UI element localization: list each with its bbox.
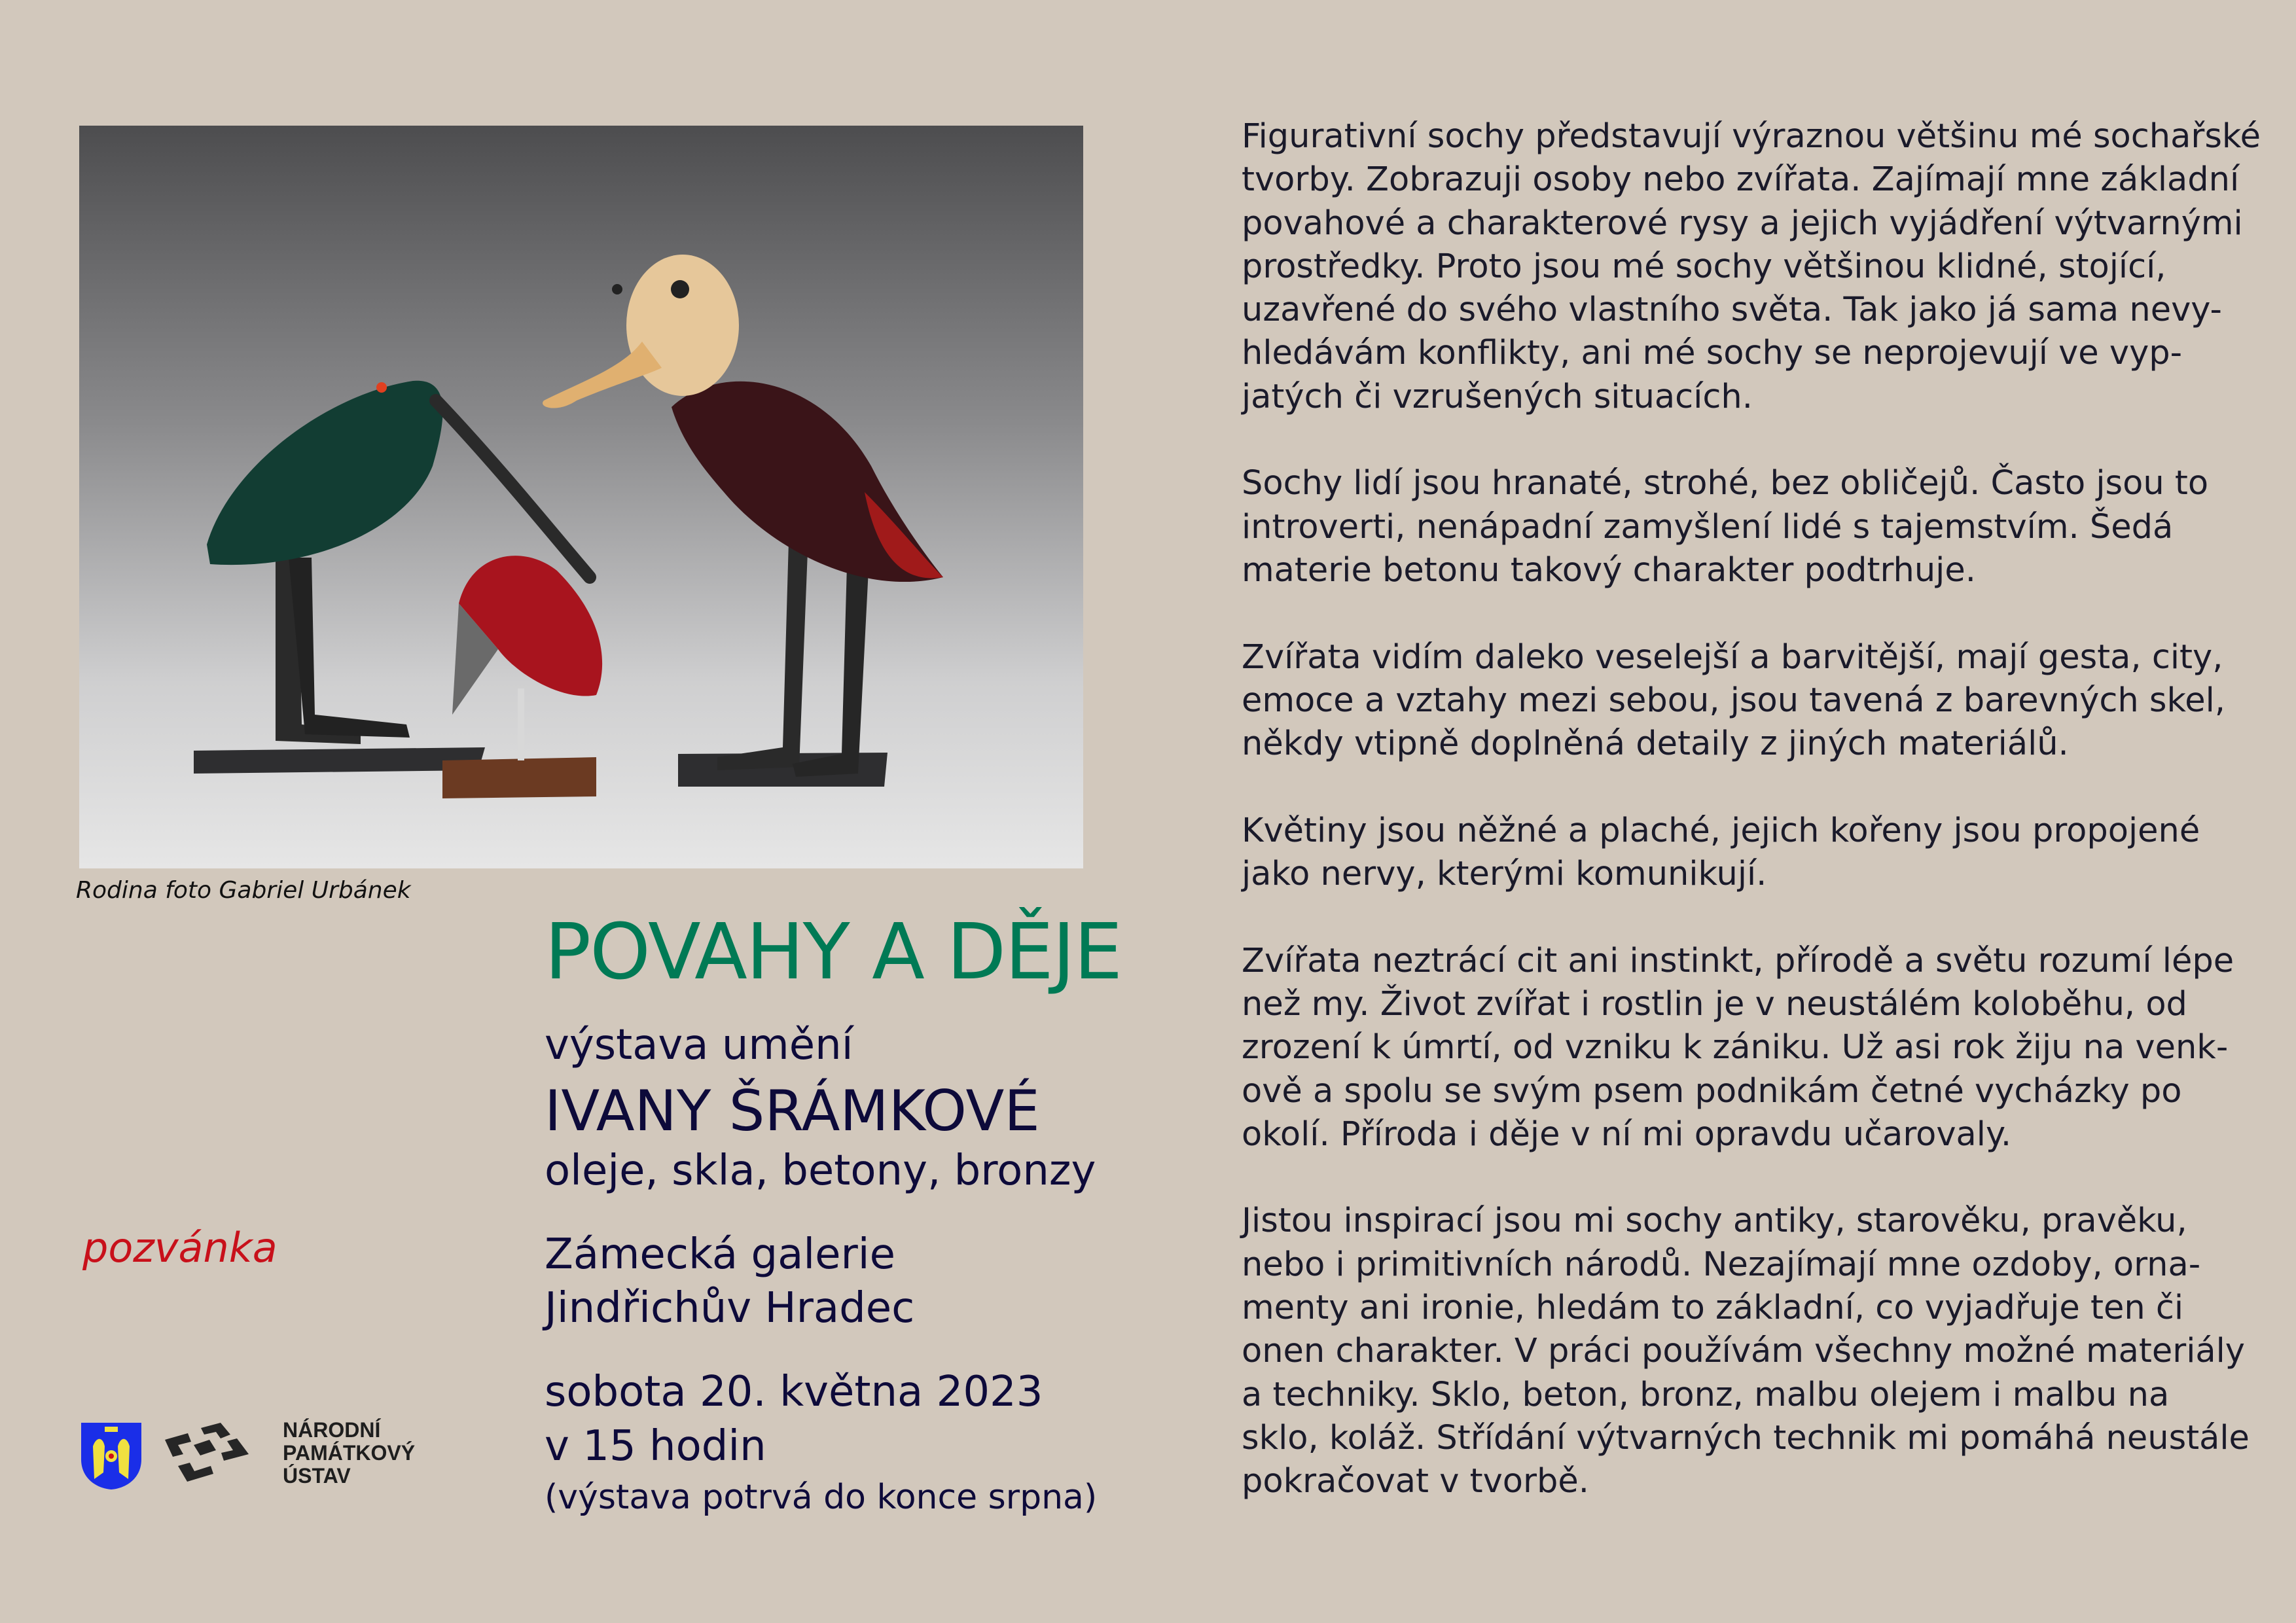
statement-line: jako nervy, kterými komunikují. xyxy=(1242,855,1767,894)
statement-line: prostředky. Proto jsou mé sochy většinou klidné, stojící, xyxy=(1242,247,2166,286)
gallery-name: Zámecká galerie xyxy=(545,1230,895,1279)
statement-line: introverti, nenápadní zamyšlení lidé s tajemstvím. Šedá xyxy=(1242,507,2174,546)
statement-line: Sochy lidí jsou hranaté, strohé, bez obličejů. Často jsou to xyxy=(1242,464,2209,503)
npu-logo-text xyxy=(283,1419,415,1488)
statement-line: sklo, koláž. Střídání výtvarných technik mi pomáhá neustále xyxy=(1242,1418,2250,1457)
statement-line: emoce a vztahy mezi sebou, jsou tavená z barevných skel, xyxy=(1242,681,2225,720)
statement-line: jatých či vzrušených situacích. xyxy=(1242,377,1753,416)
statement-line: Zvířata neztrácí cit ani instinkt, přírodě a světu rozumí lépe xyxy=(1242,941,2234,980)
artist-statement xyxy=(1242,115,2261,1547)
sculpture-base xyxy=(194,747,485,774)
statement-paragraph xyxy=(1242,1200,2250,1503)
statement-line: a techniky. Sklo, beton, bronz, malbu olejem i malbu na xyxy=(1242,1375,2170,1414)
statement-line: Zvířata vidím daleko veselejší a barvitější, mají gesta, city, xyxy=(1242,637,2223,677)
statement-line: zrození k úmrtí, od vzniku k zániku. Už asi rok žiju na venk- xyxy=(1242,1028,2229,1067)
opening-time: v 15 hodin xyxy=(545,1422,766,1471)
statement-paragraph xyxy=(1242,810,2236,897)
sculpture-base xyxy=(442,757,596,798)
statement-line: povahové a charakterové rysy a jejich vyjádření výtvarnými xyxy=(1242,204,2243,243)
statement-line: uzavřené do svého vlastního světa. Tak jako já sama nevy- xyxy=(1242,291,2222,330)
npu-line: PAMÁTKOVÝ xyxy=(283,1441,416,1465)
npu-line: NÁRODNÍ xyxy=(283,1418,381,1442)
media-list: oleje, skla, betony, bronzy xyxy=(545,1147,1096,1195)
gallery-city: Jindřichův Hradec xyxy=(545,1284,915,1332)
npu-logo-icon xyxy=(165,1423,249,1482)
photo-caption: Rodina foto Gabriel Urbánek xyxy=(76,877,411,904)
statement-line: menty ani ironie, hledám to základní, co vyjadřuje ten či xyxy=(1242,1289,2184,1328)
statement-line: nebo i primitivních národů. Nezajímají mne ozdoby, orna- xyxy=(1242,1245,2201,1284)
red-bird-sculpture xyxy=(452,556,602,760)
big-bird-sculpture xyxy=(543,255,943,777)
statement-line: materie betonu takový charakter podtrhuje. xyxy=(1242,550,1976,590)
statement-paragraph xyxy=(1242,636,2236,766)
statement-line: tvorby. Zobrazuji osoby nebo zvířata. Zajímají mne základní xyxy=(1242,160,2240,200)
opening-date: sobota 20. května 2023 xyxy=(545,1368,1043,1416)
coat-of-arms-icon xyxy=(81,1423,141,1489)
statement-line: hledávám konflikty, ani mé sochy se neprojevují ve vyp- xyxy=(1242,334,2183,373)
exhibition-subtitle: výstava umění xyxy=(545,1021,853,1069)
exhibition-title: POVAHY A DĚJE xyxy=(545,906,1122,997)
statement-line: Figurativní sochy představují výraznou většinu mé sochařské xyxy=(1242,117,2261,156)
duration-note: (výstava potrvá do konce srpna) xyxy=(545,1478,1098,1517)
statement-paragraph xyxy=(1242,940,2236,1156)
npu-line: ÚSTAV xyxy=(283,1464,351,1488)
statement-line: onen charakter. V práci používám všechny možné materiály xyxy=(1242,1332,2245,1371)
statement-line: ově a spolu se svým psem podnikám četné vycházky po xyxy=(1242,1071,2182,1111)
statement-line: než my. Život zvířat i rostlin je v neustálém koloběhu, od xyxy=(1242,984,2187,1024)
statement-line: okolí. Příroda i děje v ní mi opravdu učarovaly. xyxy=(1242,1115,2012,1154)
statement-line: někdy vtipně doplněná detaily z jiných materiálů. xyxy=(1242,724,2069,764)
statement-paragraph xyxy=(1242,462,2236,592)
statement-line: Jistou inspirací jsou mi sochy antiky, starověku, pravěku, xyxy=(1242,1202,2187,1241)
statement-paragraph xyxy=(1242,115,2261,419)
artist-name: IVANY ŠRÁMKOVÉ xyxy=(545,1079,1040,1144)
statement-line: pokračovat v tvorbě. xyxy=(1242,1462,1589,1501)
statement-line: Květiny jsou něžné a plaché, jejich kořeny jsou propojené xyxy=(1242,811,2200,850)
birds-sculpture-image xyxy=(79,126,1083,868)
invitation-label: pozvánka xyxy=(82,1224,278,1272)
sculpture-photo xyxy=(79,126,1083,868)
